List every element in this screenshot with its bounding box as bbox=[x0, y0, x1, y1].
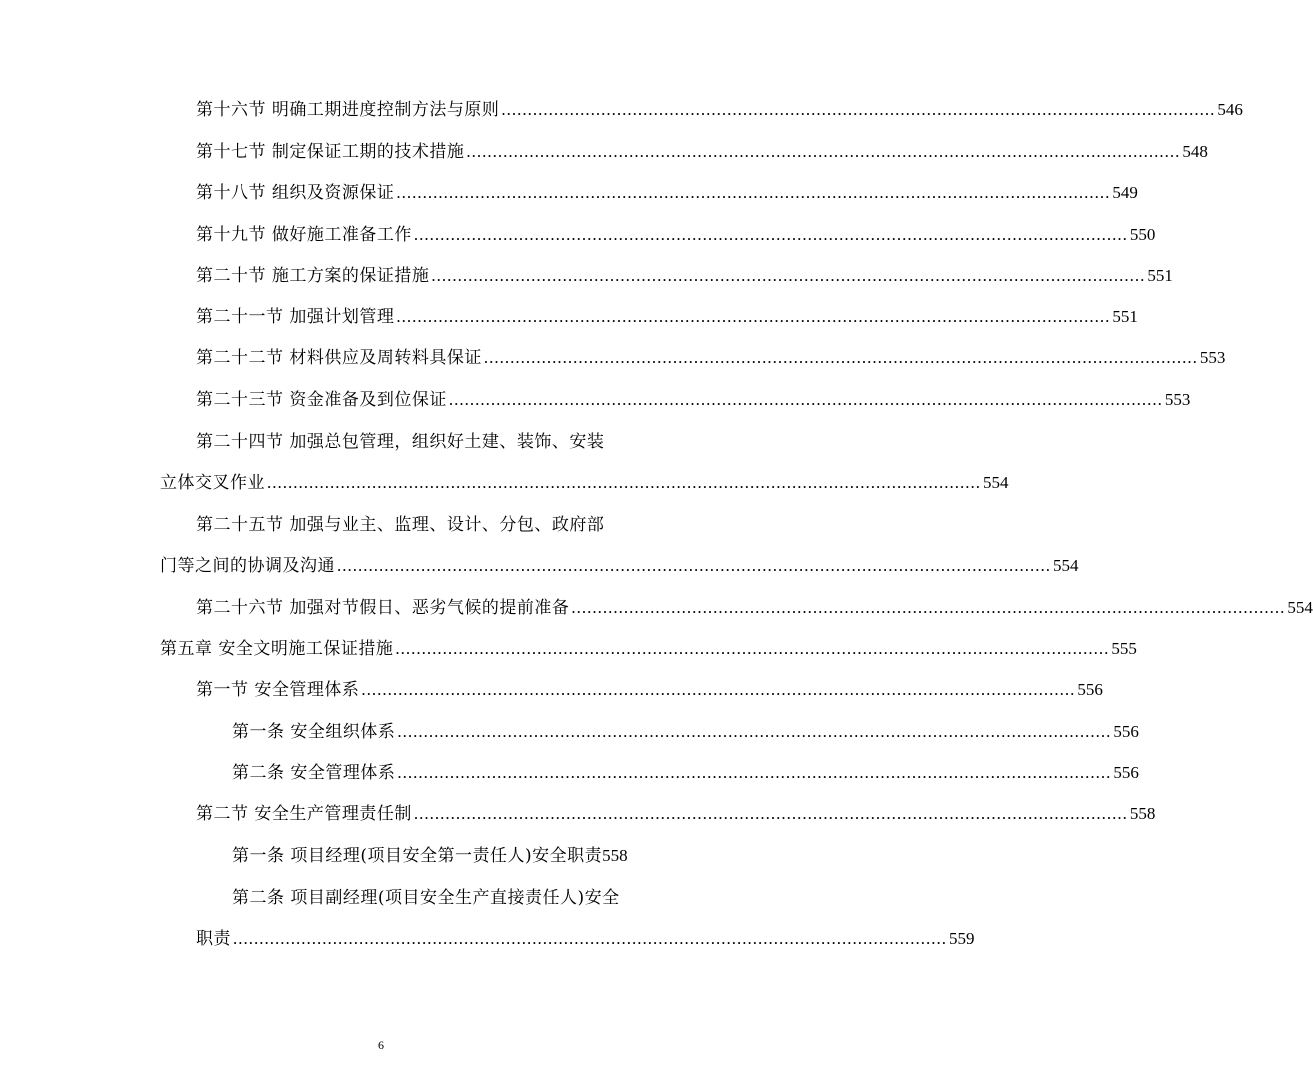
toc-entry-page: 550 bbox=[1129, 225, 1156, 244]
toc-leader-dots: ........................................................................................................................................ bbox=[431, 266, 1146, 285]
toc-subentry[interactable] bbox=[232, 720, 1139, 744]
toc-entry-title-line2: 职责 bbox=[196, 929, 231, 949]
toc-entry-page: 559 bbox=[949, 929, 975, 948]
toc-entry-title: 第二十六节 加强对节假日、恶劣气候的提前准备 bbox=[196, 598, 570, 618]
toc-entry[interactable] bbox=[196, 181, 1138, 205]
toc-entry-page: 549 bbox=[1112, 183, 1138, 202]
toc-entry-title: 第二十节 施工方案的保证措施 bbox=[196, 266, 430, 286]
toc-entry-page: 556 bbox=[1113, 763, 1139, 782]
toc-entry-page: 554 bbox=[1053, 556, 1079, 575]
toc-entry-page: 554 bbox=[983, 473, 1009, 492]
toc-entry-page: 558 bbox=[602, 846, 628, 865]
toc-entry-title-line2: 门等之间的协调及沟通 bbox=[160, 556, 335, 576]
toc-entry[interactable] bbox=[160, 554, 1079, 578]
toc-entry[interactable] bbox=[196, 264, 1173, 288]
toc-entry-page: 551 bbox=[1112, 307, 1138, 326]
toc-chapter-entry[interactable] bbox=[160, 637, 1137, 661]
toc-leader-dots: ........................................................................................................................................ bbox=[395, 639, 1110, 658]
toc-entry[interactable] bbox=[196, 98, 1243, 122]
toc-entry-title: 第十六节 明确工期进度控制方法与原则 bbox=[196, 100, 500, 120]
toc-entry-page: 556 bbox=[1077, 680, 1103, 699]
toc-leader-dots: ........................................................................................................................................ bbox=[396, 183, 1111, 202]
toc-entry-page: 551 bbox=[1147, 266, 1173, 285]
toc-entry-title: 第二节 安全生产管理责任制 bbox=[196, 804, 412, 824]
toc-entry-page: 556 bbox=[1113, 722, 1139, 741]
toc-entry-page: 548 bbox=[1182, 142, 1208, 161]
toc-leader-dots: ........................................................................................................................................ bbox=[397, 722, 1112, 741]
toc-leader-dots: ........................................................................................................................................ bbox=[233, 929, 947, 948]
toc-entry-page: 554 bbox=[1287, 598, 1313, 617]
toc-entry[interactable] bbox=[196, 346, 1226, 370]
toc-entry-page: 555 bbox=[1111, 639, 1137, 658]
toc-leader-dots: ........................................................................................................................................ bbox=[413, 804, 1128, 823]
toc-leader-dots: ........................................................................................................................................ bbox=[396, 307, 1111, 326]
toc-entry-title: 第二十三节 资金准备及到位保证 bbox=[196, 390, 447, 410]
toc-entry[interactable] bbox=[160, 471, 1009, 495]
toc-entry-title-line1[interactable]: 第二十四节 加强总包管理，组织好土建、装饰、安装 bbox=[196, 432, 605, 452]
toc-entry-page: 558 bbox=[1129, 804, 1156, 823]
toc-subentry[interactable] bbox=[196, 927, 975, 951]
toc-entry-title: 第二条 安全管理体系 bbox=[232, 763, 396, 783]
toc-entry[interactable] bbox=[196, 596, 1313, 620]
toc-entry[interactable] bbox=[196, 223, 1156, 247]
toc-entry[interactable] bbox=[196, 305, 1138, 329]
toc-entry-title: 第一条 项目经理(项目安全第一责任人)安全职责 bbox=[232, 846, 603, 866]
toc-entry-title: 第二十一节 加强计划管理 bbox=[196, 307, 395, 327]
toc-entry-page: 553 bbox=[1164, 390, 1191, 409]
toc-entry[interactable] bbox=[196, 678, 1103, 702]
toc-entry-page: 553 bbox=[1199, 348, 1226, 367]
toc-entry-title: 第二十二节 材料供应及周转料具保证 bbox=[196, 348, 482, 368]
toc-leader-dots: ........................................................................................................................................ bbox=[267, 473, 981, 492]
toc-leader-dots: ........................................................................................................................................ bbox=[483, 348, 1198, 367]
toc-leader-dots: ........................................................................................................................................ bbox=[413, 225, 1128, 244]
toc-subentry[interactable] bbox=[232, 844, 628, 868]
toc-entry-title: 第十八节 组织及资源保证 bbox=[196, 183, 395, 203]
toc-entry[interactable] bbox=[196, 802, 1156, 826]
toc-leader-dots: ........................................................................................................................................ bbox=[448, 390, 1163, 409]
toc-entry-title: 第十九节 做好施工准备工作 bbox=[196, 225, 412, 245]
toc-leader-dots: ........................................................................................................................................ bbox=[571, 598, 1286, 617]
toc-leader-dots: ........................................................................................................................................ bbox=[501, 100, 1216, 119]
toc-entry-title: 第十七节 制定保证工期的技术措施 bbox=[196, 142, 465, 162]
toc-subentry[interactable] bbox=[232, 761, 1139, 785]
toc-entry-title-line2: 立体交叉作业 bbox=[160, 473, 265, 493]
toc-entry-page: 546 bbox=[1217, 100, 1243, 119]
toc-leader-dots: ........................................................................................................................................ bbox=[337, 556, 1051, 575]
page-number: 6 bbox=[378, 1038, 384, 1052]
toc-entry-title: 第五章 安全文明施工保证措施 bbox=[160, 639, 394, 659]
toc-entry-title-line1[interactable]: 第二十五节 加强与业主、监理、设计、分包、政府部 bbox=[196, 515, 605, 535]
toc-leader-dots: ........................................................................................................................................ bbox=[361, 680, 1076, 699]
toc-entry[interactable] bbox=[196, 140, 1208, 164]
toc-entry-title-line1[interactable]: 第二条 项目副经理(项目安全生产直接责任人)安全 bbox=[232, 888, 620, 908]
toc-leader-dots: ........................................................................................................................................ bbox=[397, 763, 1112, 782]
toc-entry[interactable] bbox=[196, 388, 1191, 412]
toc-entry-title: 第一条 安全组织体系 bbox=[232, 722, 396, 742]
toc-leader-dots: ........................................................................................................................................ bbox=[466, 142, 1181, 161]
toc-entry-title: 第一节 安全管理体系 bbox=[196, 680, 360, 700]
